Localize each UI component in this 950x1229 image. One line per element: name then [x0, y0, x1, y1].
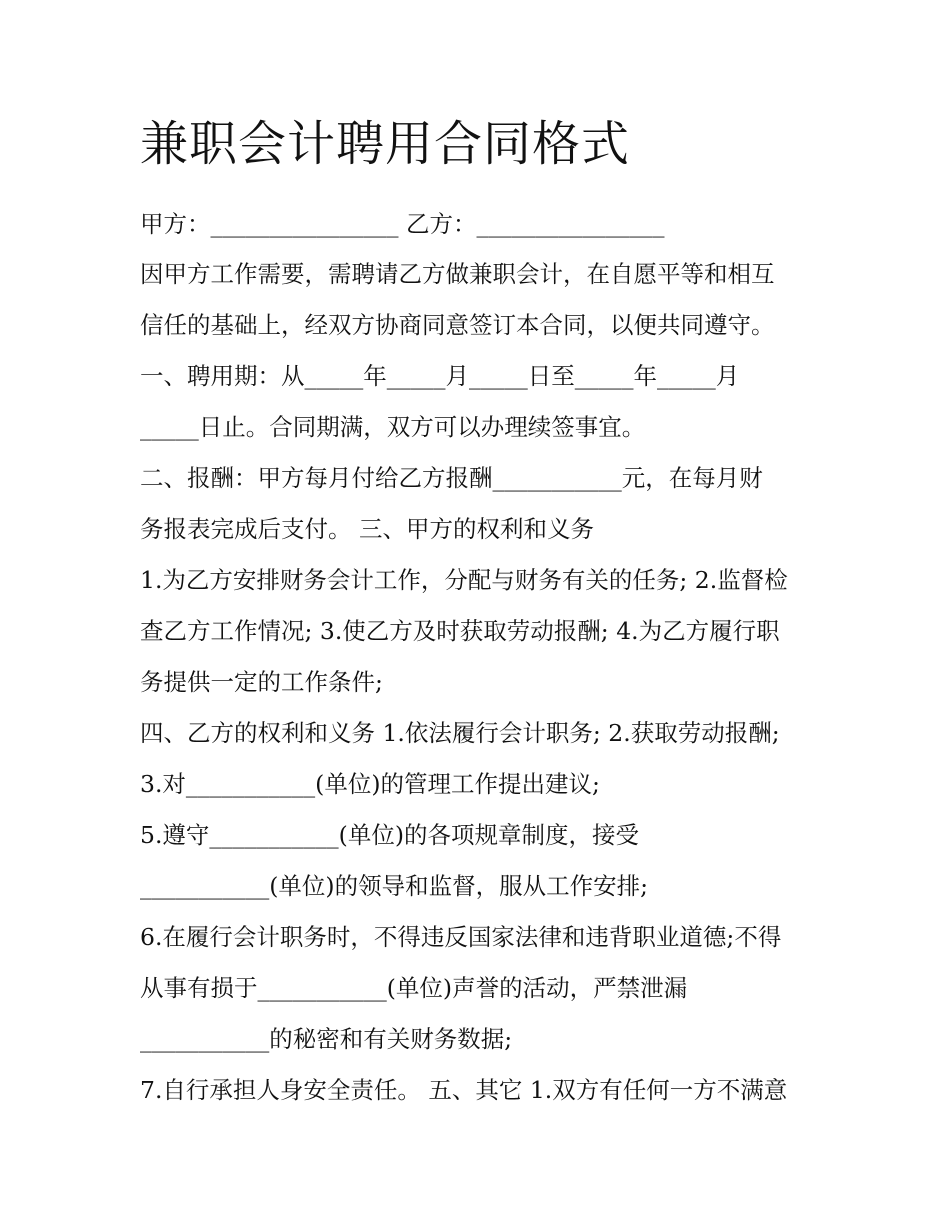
paragraph-line: ___________的秘密和有关财务数据;: [140, 1025, 513, 1053]
paragraph-line: ___________(单位)的领导和监督，服从工作安排;: [140, 872, 649, 900]
parties-line: 甲方：________________ 乙方：________________: [140, 210, 665, 238]
paragraph-line: 从事有损于___________(单位)声誉的活动，严禁泄漏: [140, 974, 688, 1002]
paragraph-line: 务提供一定的工作条件;: [140, 668, 383, 696]
paragraph-line: _____日止。合同期满，双方可以办理续签事宜。: [140, 413, 646, 441]
paragraph-line: 6.在履行会计职务时，不得违反国家法律和违背职业道德;不得: [140, 923, 782, 951]
paragraph-line: 四、乙方的权利和义务 1.依法履行会计职务; 2.获取劳动报酬;: [140, 719, 780, 747]
paragraph-line: 3.对___________(单位)的管理工作提出建议;: [140, 770, 600, 798]
paragraph-line: 一、聘用期：从_____年_____月_____日至_____年_____月: [140, 362, 740, 390]
paragraph-line: 查乙方工作情况; 3.使乙方及时获取劳动报酬; 4.为乙方履行职: [140, 617, 780, 645]
paragraph-line: 务报表完成后支付。 三、甲方的权利和义务: [140, 515, 594, 543]
paragraph-line: 二、报酬：甲方每月付给乙方报酬___________元，在每月财: [140, 464, 763, 492]
document-title: 兼职会计聘用合同格式: [140, 116, 631, 172]
paragraph-line: 信任的基础上，经双方协商同意签订本合同，以便共同遵守。: [140, 311, 775, 339]
paragraph-line: 5.遵守___________(单位)的各项规章制度，接受: [140, 821, 640, 849]
paragraph-line: 7.自行承担人身安全责任。 五、其它 1.双方有任何一方不满意: [140, 1076, 788, 1104]
paragraph-line: 因甲方工作需要，需聘请乙方做兼职会计，在自愿平等和相互: [140, 260, 775, 288]
paragraph-line: 1.为乙方安排财务会计工作，分配与财务有关的任务; 2.监督检: [140, 566, 788, 594]
